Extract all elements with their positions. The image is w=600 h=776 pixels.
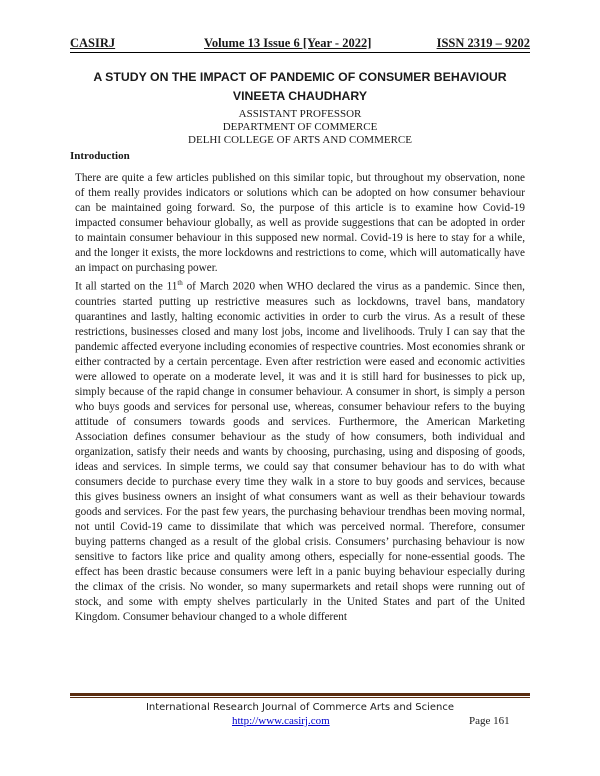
issn: ISSN 2319 – 9202 bbox=[436, 36, 530, 50]
page-number: Page 161 bbox=[469, 715, 510, 727]
section-heading: Introduction bbox=[70, 150, 130, 162]
volume-info: Volume 13 Issue 6 [Year - 2022] bbox=[204, 36, 372, 50]
affiliation-line: DEPARTMENT OF COMMERCE bbox=[222, 121, 378, 133]
article-body bbox=[75, 171, 525, 625]
paragraph-text: of March 2020 when WHO declared the virus as a pandemic. Since then, countries started putting up restrictive measures such as lockdowns, travel bans, mandatory quarantines and lastly, halting economic activities in order to curb the virus. As a result of these restrictions, businesses closed and many lost jobs, income and livelihoods. Truly I can say that the pandemic affected everyone including economies of respective countries. Most economies shrank or either contracted by a certain percentage. Even after restriction were eased and economic activities were allowed to operate on a moderate level, it was and it is still hard for businesses to pick up, simply because of the rapid change in consumer behaviour. A consumer in short, is simply a person who buys goods and services for personal use, whereas, consumer behaviour refers to the buying attitude of consumers towards goods and services. Furthermore, the American Marketing Association defines consumer behaviour as the study of how consumers, both individual and organization, satisfy their needs and wants by choosing, purchasing, using and disposing of goods, ideas and services. In simple terms, we could say that consumer behaviour has to do with what consumers decide to purchase every time they walk in a store to buy goods and services, because this gives business owners an insight of what consumers want as well as their behaviour towards goods and services. For the past few years, the purchasing behaviour trendhas been moving normal, not until Covid-19 came to dissimilate that which was perceived normal. Therefore, consumer buying patterns changed as a result of the global crisis. Consumers’ purchasing behaviour is now sensitive to factors like price and quality among others, especially for none-essential goods. The effect has been drastic because consumers were left in a panic buying behaviour especially during the climax of the crisis. No wonder, so many supermarkets and retail shops were running out of stock, and some with empty shelves particularly in the United States and part of the United Kingdom. Consumer behaviour changed to a whole different bbox=[75, 280, 525, 623]
article-title: A STUDY ON THE IMPACT OF PANDEMIC OF CONSUMER BEHAVIOUR bbox=[93, 70, 507, 84]
superscript: th bbox=[177, 279, 183, 287]
affiliation-line: DELHI COLLEGE OF ARTS AND COMMERCE bbox=[188, 134, 412, 146]
running-header bbox=[70, 36, 530, 53]
paragraph bbox=[75, 276, 525, 625]
affiliation-line: ASSISTANT PROFESSOR bbox=[238, 108, 362, 120]
footer-rule-thin bbox=[70, 697, 530, 698]
journal-website-link[interactable]: http://www.casirj.com bbox=[232, 715, 330, 727]
journal-abbrev: CASIRJ bbox=[70, 36, 116, 50]
paragraph-text: It all started on the 11 bbox=[75, 280, 178, 293]
footer-journal-name: International Research Journal of Commerce Arts and Science bbox=[145, 702, 455, 713]
footer-rule bbox=[70, 693, 530, 696]
author-name: VINEETA CHAUDHARY bbox=[232, 89, 368, 103]
paragraph: There are quite a few articles published on this similar topic, but throughout my observation, none of them really provides indicators or solutions which can be adopted on how consumer behaviour can be maintained going forward. So, the purpose of this article is to examine how Covid-19 impacted consumer behaviour globally, as well as provide suggestions that can be adopted in order to maintain consumer behaviour in this supposed new normal. Covid-19 is here to stay for a while, and the longer it exists, the more lockdowns and restrictions to come, which will automatically have an impact on purchasing power. bbox=[75, 172, 525, 274]
